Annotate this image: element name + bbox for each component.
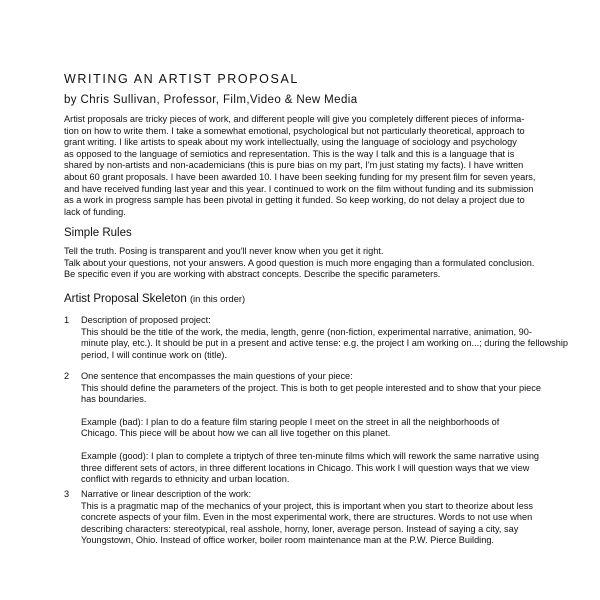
skeleton-heading-note: (in this order) xyxy=(189,293,246,304)
item-line: Narrative or linear description of the work: xyxy=(81,489,252,499)
item-line: has boundaries. xyxy=(81,394,147,405)
intro-line: tion on how to write them. I take a somewhat emotional, psychological but not particularly theoretical, approach to xyxy=(64,125,525,136)
item-body xyxy=(81,371,541,486)
item-number: 2 xyxy=(64,371,70,381)
document-title: WRITING AN ARTIST PROPOSAL xyxy=(64,72,299,86)
item-line: Description of proposed project: xyxy=(81,315,211,325)
rule-line: Talk about your questions, not your answers. A good question is much more engaging than a formulated conclusion. xyxy=(64,257,535,268)
intro-paragraph xyxy=(64,114,544,218)
intro-line: as a work in progress sample has been pivotal in getting it funded. So keep working, do not delay a project due to xyxy=(64,195,525,206)
intro-line: shared by non-artists and non-academicians (this is pure bias on my part, I'm just stating my facts). I have written xyxy=(64,160,524,171)
item-line: This should be the title of the work, the media, length, genre (non-fiction, experimental narrative, animation, 90- xyxy=(81,326,532,337)
simple-rules-heading: Simple Rules xyxy=(64,227,132,239)
author-byline: by Chris Sullivan, Professor, Film,Video & New Media xyxy=(64,94,358,106)
example-good-line: three different sets of actors, in three different locations in Chicago. This work I will question ways that we view xyxy=(81,462,530,473)
rule-line: Be specific even if you are working with abstract concepts. Describe the specific parameters. xyxy=(64,269,441,280)
item-line: One sentence that encompasses the main questions of your piece: xyxy=(81,371,353,381)
item-line: period, I will continue work on (title). xyxy=(81,349,228,360)
skeleton-heading xyxy=(64,293,245,305)
item-body xyxy=(81,315,568,361)
example-good-line: conflict with regards to ethnicity and urban location. xyxy=(81,474,290,485)
item-line: Youngstown, Ohio. Instead of office worker, boiler room maintenance man at the P.W. Pierce Building. xyxy=(81,535,494,546)
intro-line: Artist proposals are tricky pieces of work, and different people will give you completely different pieces of informa- xyxy=(64,114,525,124)
item-line: describing characters: stereotypical, real asshole, horny, loner, average person. Instead of saying a city, say xyxy=(81,523,519,534)
item-body xyxy=(81,489,533,547)
item-number: 3 xyxy=(64,489,70,499)
intro-line: grant writing. I like artists to speak about my work intellectually, using the language of sociology and psychology xyxy=(64,137,517,148)
intro-line: as opposed to the language of semiotics and representation. This is the way I talk and this is a language that is xyxy=(64,148,515,159)
skeleton-heading-text: Artist Proposal Skeleton xyxy=(64,293,187,305)
example-good-line: Example (good): I plan to complete a triptych of three ten-minute films which will rework the same narrative using xyxy=(81,450,540,461)
intro-line: about 60 grant proposals. I have been awarded 10. I have been seeking funding for my present film for seven years, xyxy=(64,171,536,182)
item-line: This should define the parameters of the project. This is both to get people interested and to show that your piece xyxy=(81,382,541,393)
simple-rules-list xyxy=(64,246,544,281)
intro-line: lack of funding. xyxy=(64,206,126,217)
example-bad-line: Chicago. This piece will be about how we can all live together on this planet. xyxy=(81,428,391,439)
rule-line: Tell the truth. Posing is transparent and you'll never know when you get it right. xyxy=(64,246,384,256)
item-line: minute play, etc.). It should be put in a present and active tense: e.g. the project I am working on...; during the fellowship xyxy=(81,338,569,349)
item-line: This is a pragmatic map of the mechanics of your project, this is important when you start to theorize about less xyxy=(81,500,533,511)
example-bad-line: Example (bad): I plan to do a feature film staring people I meet on the street in all the neighborhoods of xyxy=(81,416,500,427)
intro-line: and have received funding last year and this year. I continued to work on the film without funding and its submission xyxy=(64,183,534,194)
item-line: concrete aspects of your film. Even in the most experimental work, there are structures. Words to not use when xyxy=(81,512,533,523)
item-number: 1 xyxy=(64,315,70,325)
